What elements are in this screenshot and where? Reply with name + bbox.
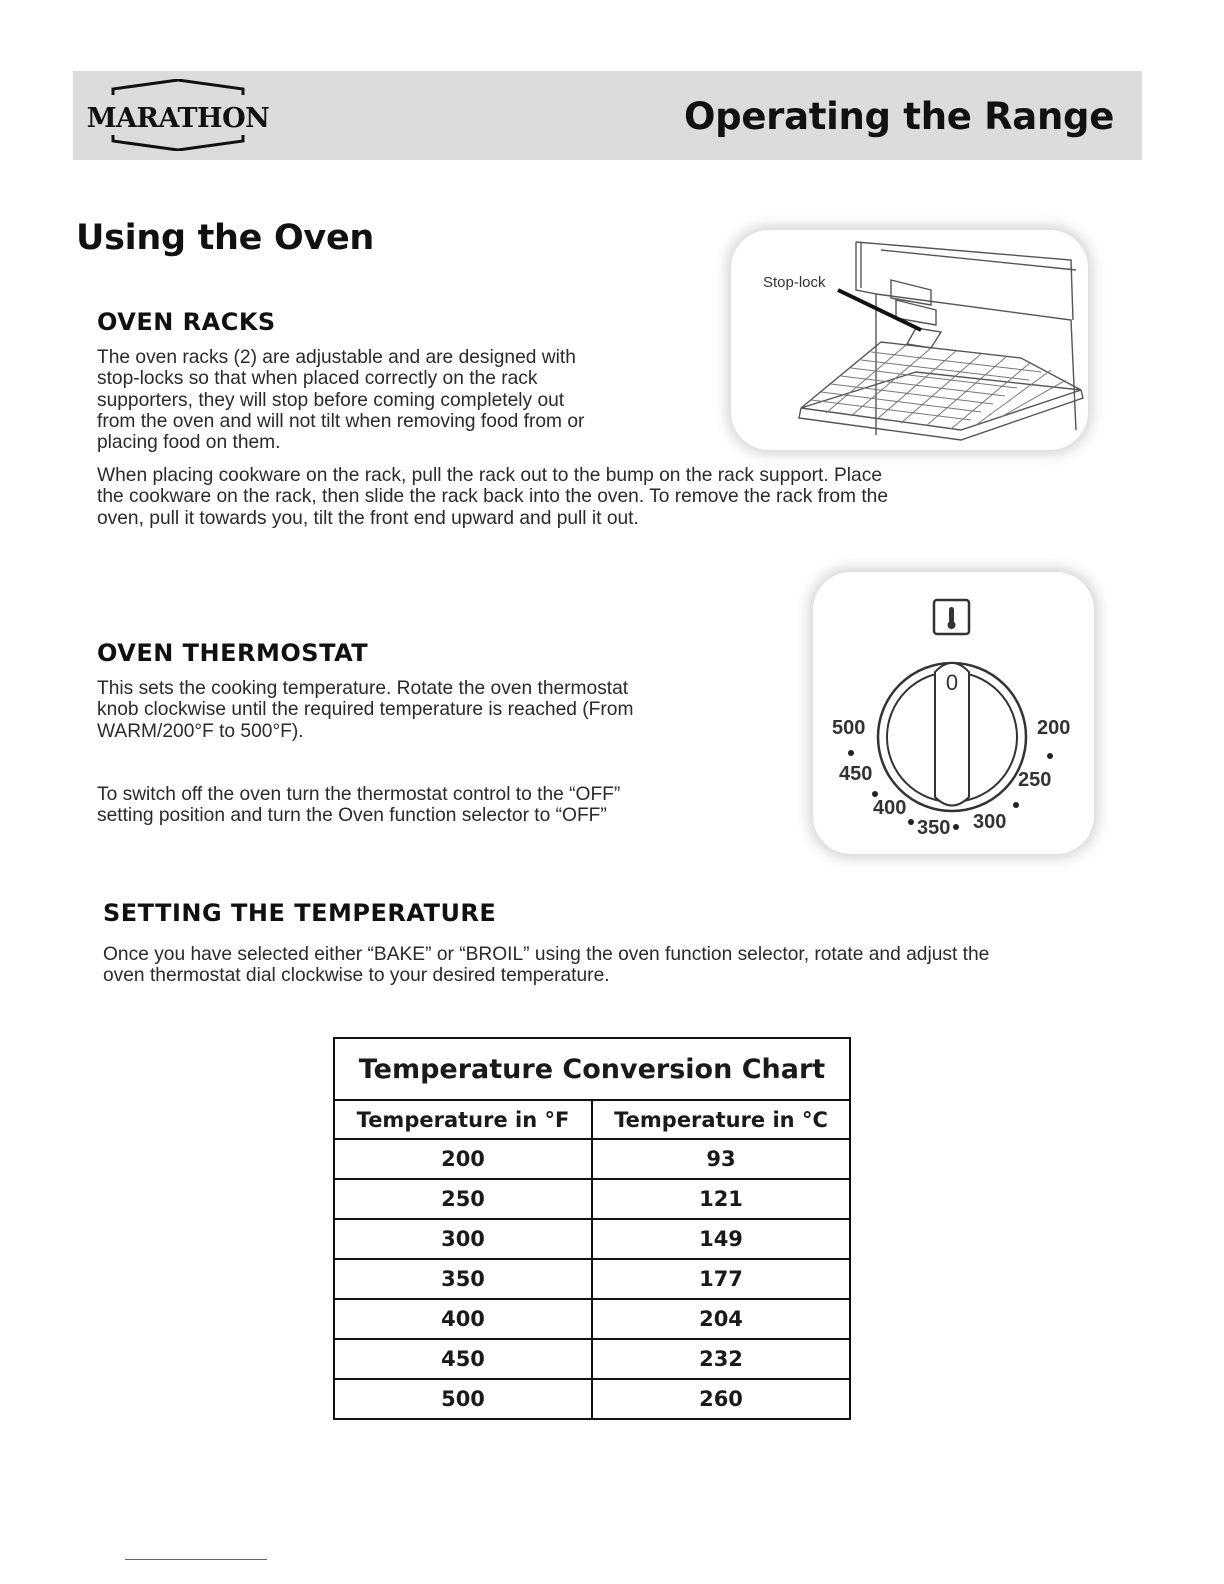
table-title: Temperature Conversion Chart [334, 1038, 850, 1100]
table-row [334, 1179, 850, 1219]
text-line: from the oven and will not tilt when removing food from or [97, 410, 585, 432]
text-line: WARM/200°F to 500°F). [97, 720, 304, 742]
setting-temperature-paragraph [103, 944, 989, 987]
fahrenheit-cell: 200 [334, 1139, 592, 1179]
table-row [334, 1219, 850, 1259]
dial-label-200: 200 [1037, 717, 1071, 739]
text-line: stop-locks so that when placed correctly on the rack [97, 368, 538, 390]
fahrenheit-cell: 250 [334, 1179, 592, 1219]
dial-off-mark: 0 [945, 670, 959, 695]
fahrenheit-cell: 300 [334, 1219, 592, 1259]
table-row [334, 1139, 850, 1179]
brand-logo [83, 79, 273, 151]
oven-racks-paragraph-2 [97, 465, 888, 529]
celsius-cell: 121 [592, 1179, 850, 1219]
dial-label-450: 450 [839, 763, 873, 785]
text-line: This sets the cooking temperature. Rotate the oven thermostat [97, 678, 629, 699]
text-line: supporters, they will stop before coming completely out [97, 389, 565, 411]
column-header-fahrenheit: Temperature in °F [334, 1100, 592, 1139]
text-line: Once you have selected either “BAKE” or “BROIL” using the oven function selector, rotate and adjust the [103, 944, 990, 965]
table-row [334, 1299, 850, 1339]
header-bar [73, 71, 1142, 160]
dial-label-500: 500 [832, 717, 866, 739]
thermometer-icon [934, 600, 969, 634]
fahrenheit-cell: 450 [334, 1339, 592, 1379]
text-line: knob clockwise until the required temperature is reached (From [97, 699, 634, 721]
fahrenheit-cell: 350 [334, 1259, 592, 1299]
thermostat-dial-illustration [813, 572, 1094, 854]
brand-name: MARATHON [86, 103, 270, 134]
fahrenheit-cell: 500 [334, 1379, 592, 1419]
fahrenheit-cell: 400 [334, 1299, 592, 1339]
oven-thermostat-paragraph-2 [97, 784, 620, 827]
table-row [334, 1259, 850, 1299]
dial-label-300: 300 [973, 811, 1007, 833]
celsius-cell: 149 [592, 1219, 850, 1259]
text-line: setting position and turn the Oven function selector to “OFF” [97, 805, 607, 827]
thermostat-dial-figure [813, 572, 1094, 854]
oven-thermostat-paragraph-1 [97, 678, 633, 742]
text-line: the cookware on the rack, then slide the rack back into the oven. To remove the rack from the [97, 486, 889, 508]
dial-label-350: 350 [917, 817, 951, 839]
text-line: When placing cookware on the rack, pull the rack out to the bump on the rack support. Place [97, 465, 882, 486]
celsius-cell: 177 [592, 1259, 850, 1299]
dial-label-250: 250 [1018, 769, 1052, 791]
oven-racks-heading: OVEN RACKS [97, 308, 276, 336]
table-row [334, 1379, 850, 1419]
section-title: Using the Oven [76, 218, 374, 258]
page-title: Operating the Range [683, 95, 1114, 138]
celsius-cell: 204 [592, 1299, 850, 1339]
oven-thermostat-heading: OVEN THERMOSTAT [97, 639, 369, 667]
celsius-cell: 260 [592, 1379, 850, 1419]
text-line: oven, pull it towards you, tilt the front end upward and pull it out. [97, 507, 639, 529]
stop-lock-label: Stop-lock [763, 274, 826, 291]
table-row [334, 1339, 850, 1379]
oven-rack-figure [731, 230, 1088, 450]
text-line: oven thermostat dial clockwise to your desired temperature. [103, 965, 610, 987]
text-line: The oven racks (2) are adjustable and are designed with [97, 347, 576, 368]
celsius-cell: 93 [592, 1139, 850, 1179]
column-header-celsius: Temperature in °C [592, 1100, 850, 1139]
celsius-cell: 232 [592, 1339, 850, 1379]
dial-label-400: 400 [873, 797, 907, 819]
setting-temperature-heading: SETTING THE TEMPERATURE [103, 899, 497, 927]
text-line: placing food on them. [97, 432, 281, 454]
temperature-conversion-table [333, 1037, 851, 1420]
oven-racks-paragraph-1 [97, 347, 584, 453]
text-line: To switch off the oven turn the thermostat control to the “OFF” [97, 784, 621, 805]
oven-rack-illustration [731, 230, 1088, 450]
footer-link-underline [125, 1559, 267, 1560]
